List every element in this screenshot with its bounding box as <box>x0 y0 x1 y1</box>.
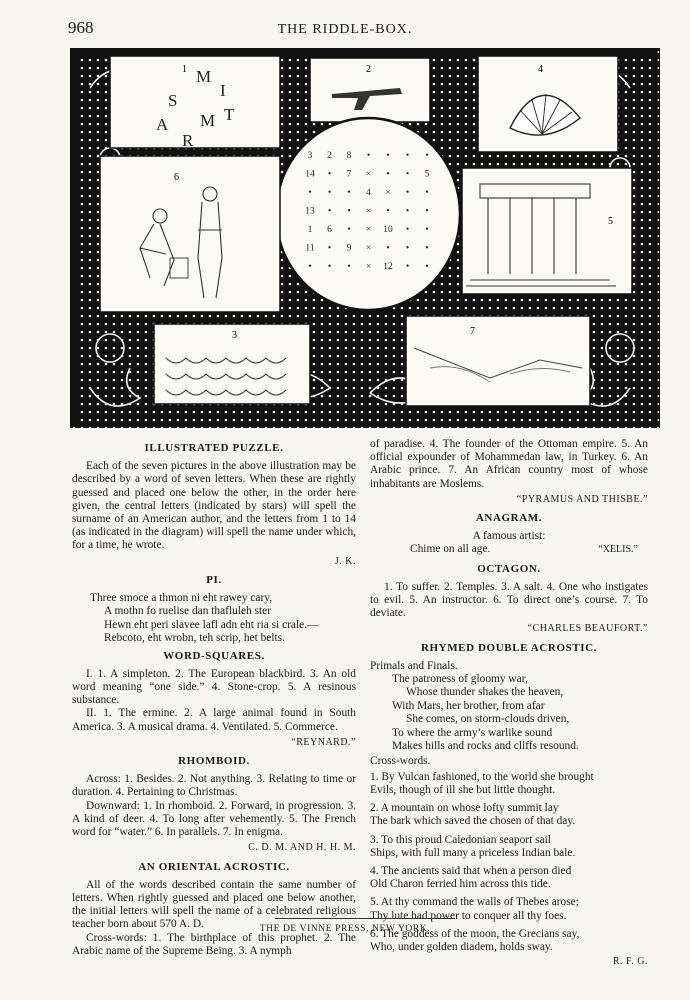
svg-text:S: S <box>168 91 178 110</box>
grid-cell: • <box>405 188 410 198</box>
anagram-line-1: A famous artist: <box>472 530 546 543</box>
grid-cell: 10 <box>383 225 393 235</box>
svg-text:M: M <box>200 111 216 130</box>
list-item: 5. At thy command the walls of Thebes arose; Thy lute had power to conquer all thy foes. <box>370 896 579 922</box>
illustrated-puzzle-heading: ILLUSTRATED PUZZLE. <box>144 442 284 454</box>
grid-cell: • <box>366 151 371 161</box>
rhomboid-signature: C. D. M. AND H. H. M. <box>248 842 356 854</box>
grid-cell: 6 <box>327 225 332 235</box>
grid-cell: × <box>365 243 372 254</box>
svg-text:6: 6 <box>174 172 179 183</box>
svg-text:I: I <box>220 81 226 100</box>
octagon-heading: OCTAGON. <box>477 562 541 575</box>
pi-line: Three smoce a thmon ni eht rawey cary, <box>90 592 273 605</box>
oriental-acrostic-cross-words: Cross-words: 1. The birthplace of this prophet. 2. The Arabic name of the Supreme Being. 3. A nymph <box>72 931 356 957</box>
grid-cell: 3 <box>307 151 313 161</box>
grid-cell: • <box>405 243 410 254</box>
panel-4 <box>478 56 618 152</box>
rhymed-acrostic-signature: R. F. G. <box>612 956 648 968</box>
octagon-body: 1. To suffer. 2. Temples. 3. A salt. 4. One who instigates to evil. 5. An instructor. 6. To direct one’s course. 7. To deviate. <box>370 580 648 620</box>
grid-cell: • <box>327 188 332 198</box>
word-squares-signature: “REYNARD.” <box>291 736 356 748</box>
grid-cell: 1 <box>307 225 313 235</box>
grid-cell: 8 <box>346 151 352 161</box>
grid-cell: 9 <box>346 243 352 254</box>
svg-text:4: 4 <box>538 64 543 75</box>
grid-cell: × <box>365 225 372 235</box>
rhomboid-downward: Downward: 1. In rhomboid. 2. Forward, in progression. 3. A kind of deer. 4. To long after vehemently. 5. The French word for “water.” 6. In parallels. 7. In enigma. <box>72 799 356 839</box>
anagram-signature: “XELIS.” <box>598 544 638 556</box>
grid-cell: • <box>308 188 312 198</box>
list-item: 4. The ancients said that when a person died Old Charon ferried him across this tide. <box>370 864 572 891</box>
grid-cell: • <box>386 206 390 217</box>
grid-cell: • <box>386 243 390 254</box>
pi-line: Rebcoto, eht wrobn, teh scrip, het belts. <box>104 632 285 645</box>
grid-cell: × <box>385 188 391 198</box>
grid-cell: × <box>365 206 372 217</box>
verse-line: Whose thunder shakes the heaven, <box>406 686 564 699</box>
pi-line: Hewn eht peri slavee lafl adn eht ria si crale.— <box>104 618 319 631</box>
oriental-acrostic-heading: AN ORIENTAL ACROSTIC. <box>138 860 290 873</box>
grid-cell: • <box>327 262 332 272</box>
svg-text:R: R <box>182 131 194 150</box>
grid-cell: 14 <box>305 169 315 180</box>
letter-grid <box>276 118 460 310</box>
panel-6 <box>100 156 280 312</box>
list-item: 6. The goddess of the moon, the Grecians say, Who, under golden diadem, holds sway. <box>370 927 580 953</box>
verse-line: She comes, on storm-clouds driven, <box>406 713 570 726</box>
svg-text:A: A <box>156 115 169 134</box>
grid-cell: • <box>425 188 429 198</box>
rhomboid-heading: RHOMBOID. <box>178 755 250 768</box>
grid-cell: • <box>327 243 332 254</box>
page-number: 968 <box>68 18 94 37</box>
grid-cell: • <box>425 243 429 254</box>
left-column <box>72 438 356 958</box>
word-squares-part-1: I. 1. A simpleton. 2. The European blackbird. 3. An old word meaning “one side.” 4. Stone-crop. 5. A resinous substance. <box>72 667 356 707</box>
grid-cell: • <box>347 262 351 272</box>
grid-cell: 12 <box>383 262 393 272</box>
oriental-acrostic-continued: of paradise. 4. The founder of the Ottoman empire. 5. An official expounder of Mohammedan law, in Turkey. 6. An Arabic prince. 7. An African country most of whose inhabitants are Moslems. <box>370 438 648 490</box>
pi-verse <box>90 592 356 646</box>
panel-1 <box>110 56 280 150</box>
verse-line: Makes hills and rocks and cliffs resound. <box>392 740 579 753</box>
pi-line: A mothn fo ruelise dan thafluleh ster <box>104 605 272 618</box>
grid-cell: • <box>347 225 351 235</box>
grid-cell: • <box>308 262 312 272</box>
svg-text:3: 3 <box>232 330 237 341</box>
grid-cell: • <box>425 225 429 235</box>
running-title: THE RIDDLE-BOX. <box>277 22 413 37</box>
primals-label: Primals and Finals. <box>370 659 458 672</box>
grid-cell: • <box>425 262 429 272</box>
grid-cell: • <box>347 188 351 198</box>
illustrated-puzzle-picture <box>70 48 660 428</box>
grid-cell: • <box>405 262 410 272</box>
anagram-heading: ANAGRAM. <box>475 512 543 525</box>
grid-cell: × <box>365 262 372 272</box>
panel-2 <box>310 58 430 122</box>
grid-cell: • <box>386 169 390 180</box>
grid-cell: 11 <box>305 243 315 254</box>
panel-3 <box>154 324 310 404</box>
svg-text:T: T <box>224 105 235 124</box>
grid-cell: × <box>365 169 372 180</box>
svg-text:2: 2 <box>366 64 371 75</box>
pi-heading: PI. <box>206 573 222 586</box>
word-squares-heading: WORD-SQUARES. <box>163 649 265 662</box>
grid-cell: 4 <box>366 188 371 198</box>
grid-cell: 7 <box>346 169 352 180</box>
grid-cell: 13 <box>305 206 315 217</box>
grid-cell: • <box>347 206 351 217</box>
list-item: 3. To this proud Caledonian seaport sail Ships, with full many a priceless Indian bale. <box>370 833 576 859</box>
panel-1-number: 1 <box>182 64 187 75</box>
rhymed-acrostic-heading: RHYMED DOUBLE ACROSTIC. <box>420 641 598 654</box>
panel-5 <box>462 168 632 294</box>
oriental-acrostic-signature: “PYRAMUS AND THISBE.” <box>516 493 648 505</box>
grid-cell: • <box>327 169 332 180</box>
verse-line: To where the army’s warlike sound <box>392 726 553 739</box>
octagon-signature: “CHARLES BEAUFORT.” <box>527 623 648 635</box>
svg-text:7: 7 <box>470 326 475 337</box>
grid-cell: • <box>405 225 410 235</box>
svg-text:5: 5 <box>608 216 613 227</box>
verse-line: With Mars, her brother, from afar <box>392 699 545 712</box>
anagram-line-2: Chime on all age. <box>410 543 491 556</box>
grid-cell: • <box>405 151 410 161</box>
word-squares-part-2: II. 1. The ermine. 2. A large animal found in South America. 3. A musical drama. 4. Ventilated. 5. Commerce. <box>72 707 356 733</box>
verse-line: The patroness of gloomy war, <box>392 673 528 686</box>
illustrated-puzzle-body: Each of the seven pictures in the above illustration may be described by a word of seven letters. When these are rightly guessed and placed one below the other, in the order here given, the central letters (indicated by stars) will spell the surname of an American author, and the letters from 1 to 14 (as indicated in the diagram) will spell the name under which, for a time, he wrote. <box>72 460 356 552</box>
cross-words-label: Cross-words. <box>370 755 431 768</box>
rhomboid-across: Across: 1. Besides. 2. Not anything. 3. Relating to time or duration. 4. Pertaining to Christmas. <box>72 773 356 799</box>
grid-cell: • <box>405 169 410 180</box>
grid-cell: • <box>425 206 429 217</box>
right-column <box>370 438 648 974</box>
panel-7 <box>406 316 590 406</box>
rhymed-verse <box>392 673 648 753</box>
grid-cell: • <box>405 206 410 217</box>
grid-cell: • <box>386 151 390 161</box>
printer-imprint: THE DE VINNE PRESS, NEW YORK. <box>259 924 431 934</box>
grid-cell: • <box>327 206 332 217</box>
footer-rule <box>275 918 455 919</box>
list-item: 1. By Vulcan fashioned, to the world she brought Evils, though of ill she but little thought. <box>370 770 594 796</box>
svg-text:M: M <box>196 67 212 86</box>
illustrated-puzzle-signature: J. K. <box>334 555 356 567</box>
grid-cell: • <box>425 151 429 161</box>
grid-cell: 5 <box>424 169 430 180</box>
grid-cell: 2 <box>327 151 332 161</box>
list-item: 2. A mountain on whose lofty summit lay The bark which saved the chosen of that day. <box>370 802 576 828</box>
oriental-acrostic-body: All of the words described contain the same number of letters. When rightly guessed and placed one below another, the initial letters will spell the name of a celebrated religious teacher born about 570 A. D. <box>72 878 356 931</box>
